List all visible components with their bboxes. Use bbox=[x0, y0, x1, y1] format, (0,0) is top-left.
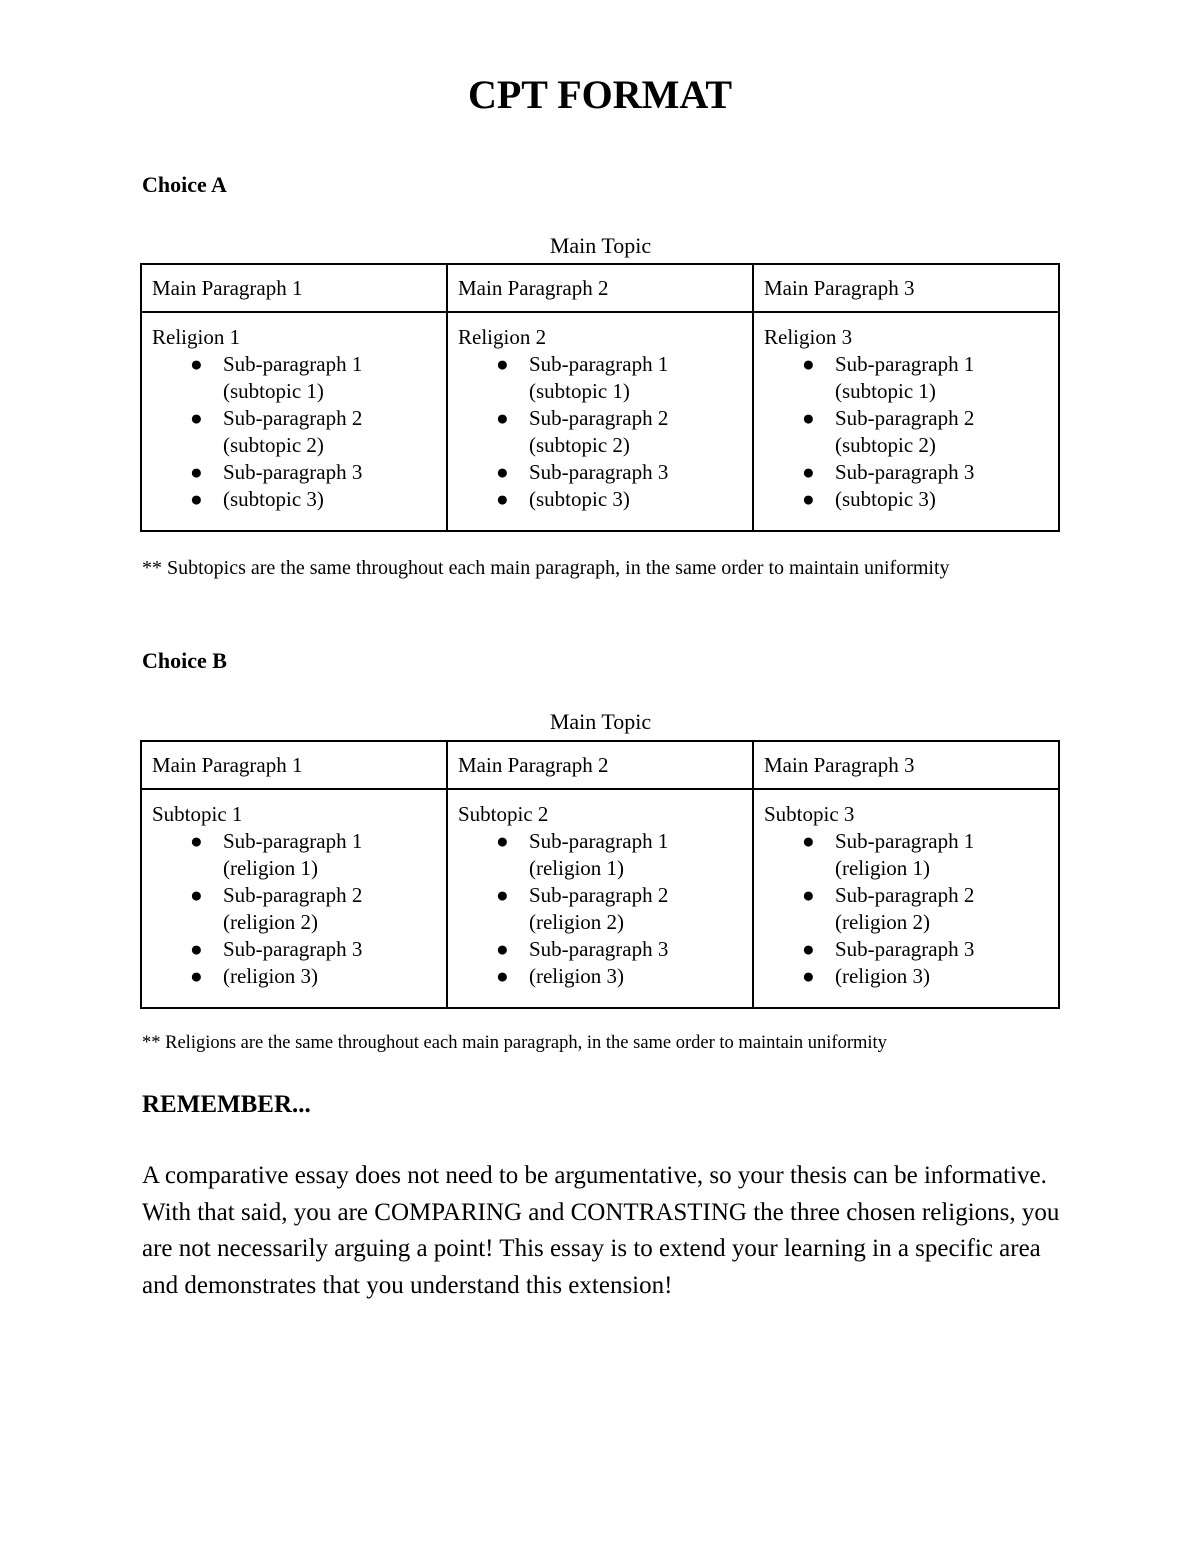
list-item bbox=[764, 351, 1048, 405]
table-row bbox=[141, 789, 1059, 1008]
list-item bbox=[152, 405, 436, 459]
bullet-icon: ● bbox=[190, 487, 203, 511]
bullet-icon: ● bbox=[190, 937, 203, 961]
bullet-icon: ● bbox=[496, 352, 509, 376]
list-item-text: Sub-paragraph 1 (subtopic 1) bbox=[835, 352, 975, 403]
column-header: Main Paragraph 3 bbox=[753, 741, 1059, 789]
list-item-text: Sub-paragraph 2 (religion 2) bbox=[529, 883, 669, 934]
bullet-icon: ● bbox=[190, 352, 203, 376]
list-item-text: (subtopic 3) bbox=[529, 487, 630, 511]
list-item-text: Sub-paragraph 3 bbox=[223, 460, 363, 484]
list-item bbox=[458, 405, 742, 459]
cell-heading: Subtopic 2 bbox=[458, 802, 549, 826]
sub-paragraph-list bbox=[152, 828, 436, 990]
list-item bbox=[152, 351, 436, 405]
list-item bbox=[152, 459, 436, 486]
list-item-text: (subtopic 3) bbox=[835, 487, 936, 511]
choice-b-heading: Choice B bbox=[142, 648, 227, 673]
column-header: Main Paragraph 3 bbox=[753, 264, 1059, 312]
bullet-icon: ● bbox=[802, 883, 815, 907]
list-item bbox=[152, 486, 436, 513]
bullet-icon: ● bbox=[496, 829, 509, 853]
choice-b-note: ** Religions are the same throughout each main paragraph, in the same order to maintain uniformity bbox=[142, 1033, 887, 1053]
list-item bbox=[458, 351, 742, 405]
bullet-icon: ● bbox=[802, 487, 815, 511]
table-header-row bbox=[141, 741, 1059, 789]
list-item bbox=[764, 828, 1048, 882]
sub-paragraph-list bbox=[458, 828, 742, 990]
list-item bbox=[458, 459, 742, 486]
list-item bbox=[764, 459, 1048, 486]
list-item-text: Sub-paragraph 1 (religion 1) bbox=[529, 829, 669, 880]
list-item-text: Sub-paragraph 2 (religion 2) bbox=[223, 883, 363, 934]
table-cell bbox=[447, 312, 753, 531]
list-item bbox=[152, 936, 436, 963]
list-item-text: Sub-paragraph 2 (religion 2) bbox=[835, 883, 975, 934]
sub-paragraph-list bbox=[764, 828, 1048, 990]
sub-paragraph-list bbox=[458, 351, 742, 513]
table-cell bbox=[753, 789, 1059, 1008]
sub-paragraph-list bbox=[152, 351, 436, 513]
table-cell bbox=[753, 312, 1059, 531]
table-header-row bbox=[141, 264, 1059, 312]
bullet-icon: ● bbox=[802, 406, 815, 430]
cell-heading: Religion 2 bbox=[458, 325, 547, 349]
remember-paragraph: A comparative essay does not need to be argumentative, so your thesis can be informative. With that said, you are COMPARING and CONTRASTING the three chosen religions, you are not necessarily arguing a point! This essay is to extend your learning in a specific area and demonstrates that you understand this extension! bbox=[142, 1162, 1060, 1299]
column-header: Main Paragraph 2 bbox=[447, 264, 753, 312]
choice-a-heading: Choice A bbox=[142, 172, 227, 197]
bullet-icon: ● bbox=[802, 829, 815, 853]
cell-heading: Religion 3 bbox=[764, 325, 853, 349]
table-cell bbox=[141, 789, 447, 1008]
page-title: CPT FORMAT bbox=[467, 72, 733, 117]
bullet-icon: ● bbox=[190, 964, 203, 988]
list-item-text: Sub-paragraph 3 bbox=[529, 937, 669, 961]
column-header: Main Paragraph 1 bbox=[141, 741, 447, 789]
bullet-icon: ● bbox=[190, 829, 203, 853]
choice-b-table bbox=[140, 740, 1060, 1009]
list-item-text: (religion 3) bbox=[835, 964, 931, 988]
list-item-text: Sub-paragraph 2 (subtopic 2) bbox=[835, 406, 975, 457]
sub-paragraph-list bbox=[764, 351, 1048, 513]
bullet-icon: ● bbox=[802, 460, 815, 484]
remember-heading: REMEMBER... bbox=[142, 1091, 311, 1118]
list-item bbox=[458, 486, 742, 513]
list-item bbox=[458, 936, 742, 963]
list-item-text: (religion 3) bbox=[529, 964, 625, 988]
bullet-icon: ● bbox=[802, 937, 815, 961]
list-item-text: Sub-paragraph 2 (subtopic 2) bbox=[529, 406, 669, 457]
list-item-text: Sub-paragraph 2 (subtopic 2) bbox=[223, 406, 363, 457]
list-item-text: Sub-paragraph 3 bbox=[835, 460, 975, 484]
list-item-text: Sub-paragraph 3 bbox=[529, 460, 669, 484]
list-item-text: (subtopic 3) bbox=[223, 487, 324, 511]
bullet-icon: ● bbox=[190, 406, 203, 430]
choice-b-table-caption: Main Topic bbox=[549, 709, 652, 734]
list-item bbox=[458, 828, 742, 882]
cell-heading: Religion 1 bbox=[152, 325, 241, 349]
bullet-icon: ● bbox=[190, 460, 203, 484]
list-item bbox=[764, 882, 1048, 936]
table-cell bbox=[447, 789, 753, 1008]
bullet-icon: ● bbox=[496, 406, 509, 430]
choice-a-note: ** Subtopics are the same throughout each main paragraph, in the same order to maintain uniformity bbox=[142, 557, 950, 579]
bullet-icon: ● bbox=[496, 883, 509, 907]
list-item bbox=[458, 882, 742, 936]
list-item bbox=[764, 405, 1048, 459]
list-item bbox=[458, 963, 742, 990]
choice-a-table-caption: Main Topic bbox=[549, 233, 652, 258]
table-row bbox=[141, 312, 1059, 531]
list-item bbox=[152, 828, 436, 882]
list-item-text: Sub-paragraph 1 (religion 1) bbox=[223, 829, 363, 880]
choice-a-table bbox=[140, 263, 1060, 532]
list-item bbox=[764, 936, 1048, 963]
list-item-text: Sub-paragraph 3 bbox=[223, 937, 363, 961]
cell-heading: Subtopic 3 bbox=[764, 802, 855, 826]
bullet-icon: ● bbox=[802, 352, 815, 376]
list-item-text: Sub-paragraph 1 (subtopic 1) bbox=[529, 352, 669, 403]
list-item-text: Sub-paragraph 1 (religion 1) bbox=[835, 829, 975, 880]
list-item bbox=[764, 963, 1048, 990]
list-item-text: (religion 3) bbox=[223, 964, 319, 988]
bullet-icon: ● bbox=[190, 883, 203, 907]
column-header: Main Paragraph 1 bbox=[141, 264, 447, 312]
bullet-icon: ● bbox=[496, 487, 509, 511]
list-item bbox=[152, 882, 436, 936]
cell-heading: Subtopic 1 bbox=[152, 802, 243, 826]
list-item bbox=[764, 486, 1048, 513]
column-header: Main Paragraph 2 bbox=[447, 741, 753, 789]
bullet-icon: ● bbox=[496, 460, 509, 484]
bullet-icon: ● bbox=[496, 964, 509, 988]
list-item-text: Sub-paragraph 3 bbox=[835, 937, 975, 961]
list-item bbox=[152, 963, 436, 990]
table-cell bbox=[141, 312, 447, 531]
bullet-icon: ● bbox=[496, 937, 509, 961]
list-item-text: Sub-paragraph 1 (subtopic 1) bbox=[223, 352, 363, 403]
bullet-icon: ● bbox=[802, 964, 815, 988]
